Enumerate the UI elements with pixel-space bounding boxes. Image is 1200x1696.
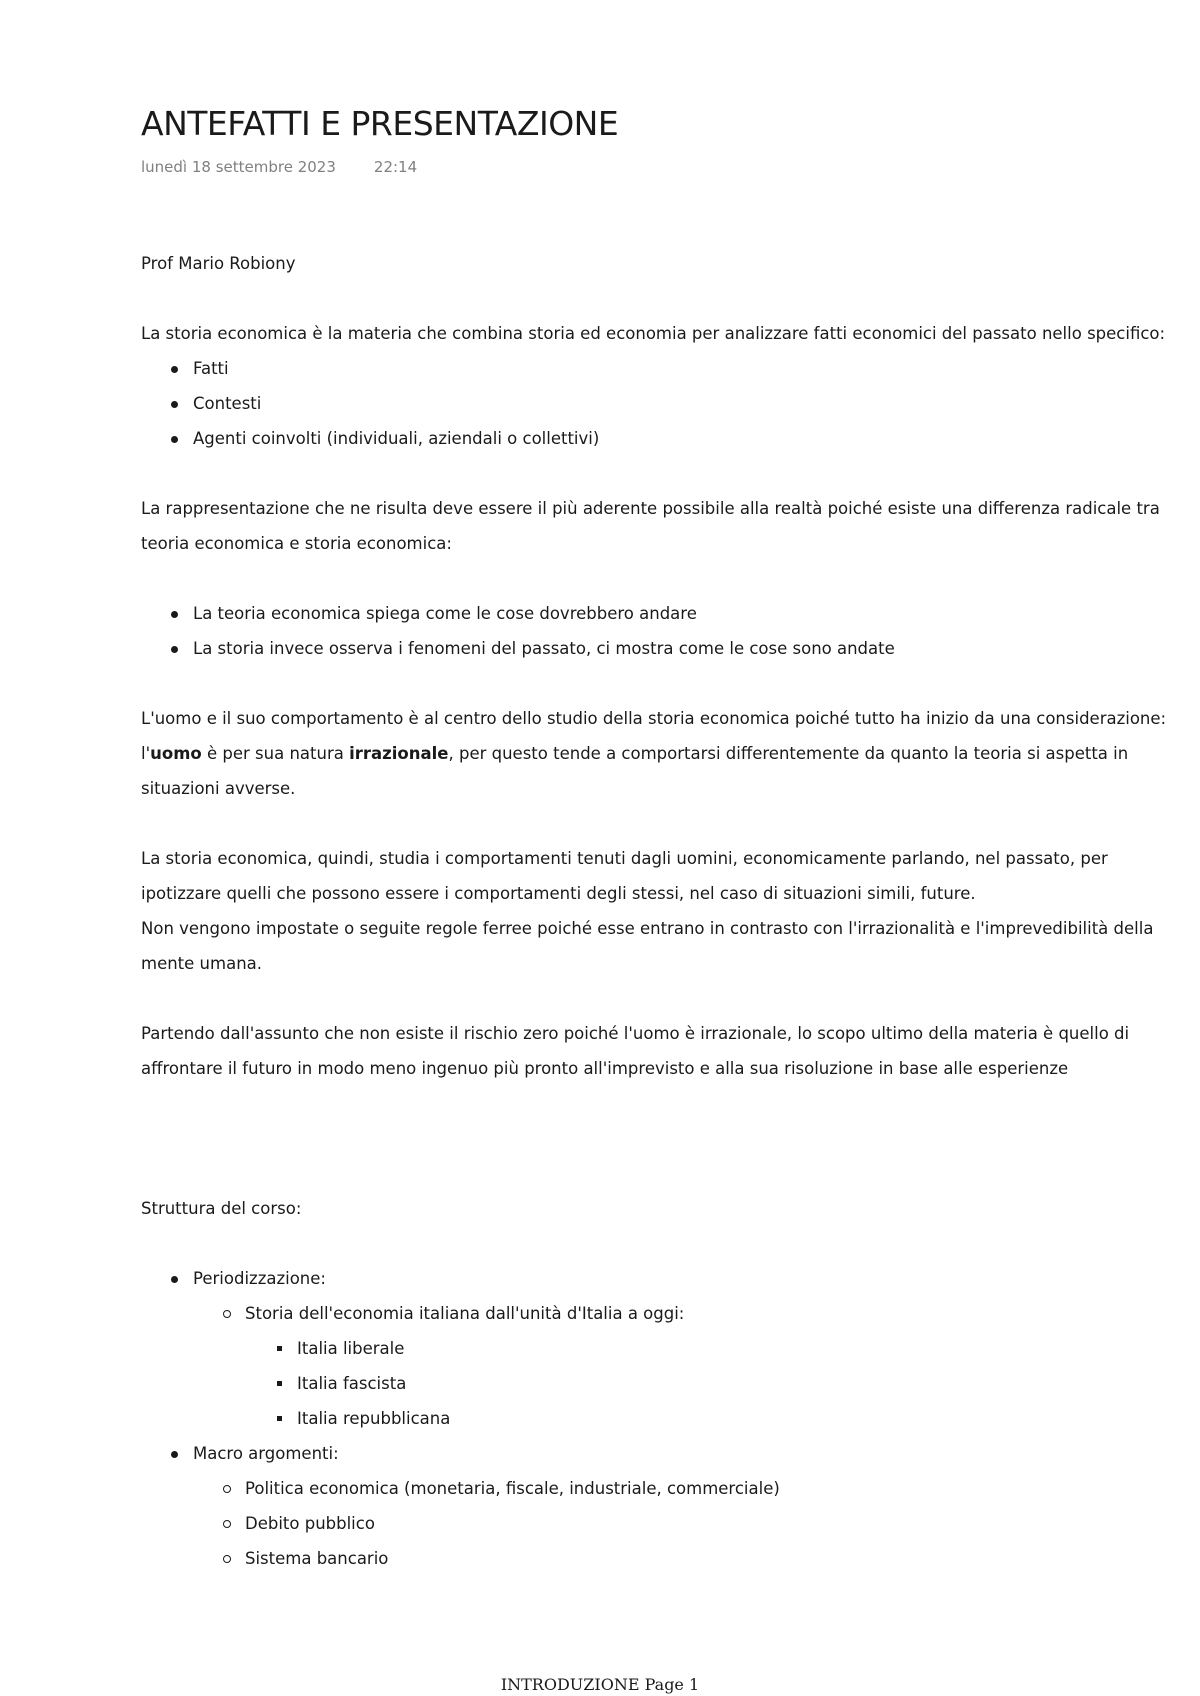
list-item: Debito pubblico bbox=[193, 1506, 1181, 1541]
list-item-storia: Storia dell'economia italiana dall'unità d'Italia a oggi: bbox=[193, 1296, 1181, 1331]
representation-list bbox=[141, 596, 1181, 666]
studia-paragraph: La storia economica, quindi, studia i comportamenti tenuti dagli uomini, economicamente parlando, nel passato, per ipotizzare quelli che possono essere i comportamenti degli stessi, nel caso di situazioni simili, future. bbox=[141, 849, 1108, 903]
regole-paragraph: Non vengono impostate o seguite regole ferree poiché esse entrano in contrasto con l'irrazionalità e l'imprevedibilità della mente umana. bbox=[141, 919, 1154, 973]
page-footer: INTRODUZIONE Page 1 bbox=[500, 1675, 700, 1694]
list-item: Sistema bancario bbox=[193, 1541, 1181, 1576]
note-date: lunedì 18 settembre 2023 bbox=[141, 158, 336, 176]
list-item: Agenti coinvolti (individuali, aziendali o collettivi) bbox=[141, 421, 1181, 456]
representation-paragraph: La rappresentazione che ne risulta deve essere il più aderente possibile alla realtà poiché esiste una differenza radicale tra teoria economica e storia economica: bbox=[141, 499, 1160, 553]
list-item: Politica economica (monetaria, fiscale, industriale, commerciale) bbox=[193, 1471, 1181, 1506]
list-item: Italia fascista bbox=[245, 1366, 1181, 1401]
struttura-heading: Struttura del corso: bbox=[141, 1199, 302, 1218]
note-body bbox=[141, 246, 1181, 1576]
rischio-paragraph: Partendo dall'assunto che non esiste il rischio zero poiché l'uomo è irrazionale, lo scopo ultimo della materia è quello di affrontare il futuro in modo meno ingenuo più pronto all'imprevisto e alla sua risoluzione in base alle esperienze bbox=[141, 1024, 1130, 1078]
list-item-periodizzazione: Periodizzazione: bbox=[141, 1261, 1181, 1296]
list-item: Italia liberale bbox=[245, 1331, 1181, 1366]
list-item-macro: Macro argomenti: bbox=[141, 1436, 1181, 1471]
struttura-list bbox=[141, 1261, 1181, 1576]
page-title: ANTEFATTI E PRESENTAZIONE bbox=[141, 104, 619, 143]
list-item: Fatti bbox=[141, 351, 1181, 386]
list-item: La storia invece osserva i fenomeni del passato, ci mostra come le cose sono andate bbox=[141, 631, 1181, 666]
professor-line: Prof Mario Robiony bbox=[141, 254, 296, 273]
list-item: Contesti bbox=[141, 386, 1181, 421]
intro-paragraph: La storia economica è la materia che combina storia ed economia per analizzare fatti economici del passato nello specifico: bbox=[141, 324, 1166, 343]
uomo-paragraph: L'uomo e il suo comportamento è al centro dello studio della storia economica poiché tutto ha inizio da una considerazione: l'uomo è per sua natura irrazionale, per questo tende a comportarsi differentemente da quanto la teoria si aspetta in situazioni avverse. bbox=[141, 709, 1167, 798]
intro-list bbox=[141, 351, 1181, 456]
note-time: 22:14 bbox=[373, 158, 418, 176]
list-item: Italia repubblicana bbox=[245, 1401, 1181, 1436]
note-timestamp bbox=[141, 158, 417, 176]
list-item: La teoria economica spiega come le cose dovrebbero andare bbox=[141, 596, 1181, 631]
